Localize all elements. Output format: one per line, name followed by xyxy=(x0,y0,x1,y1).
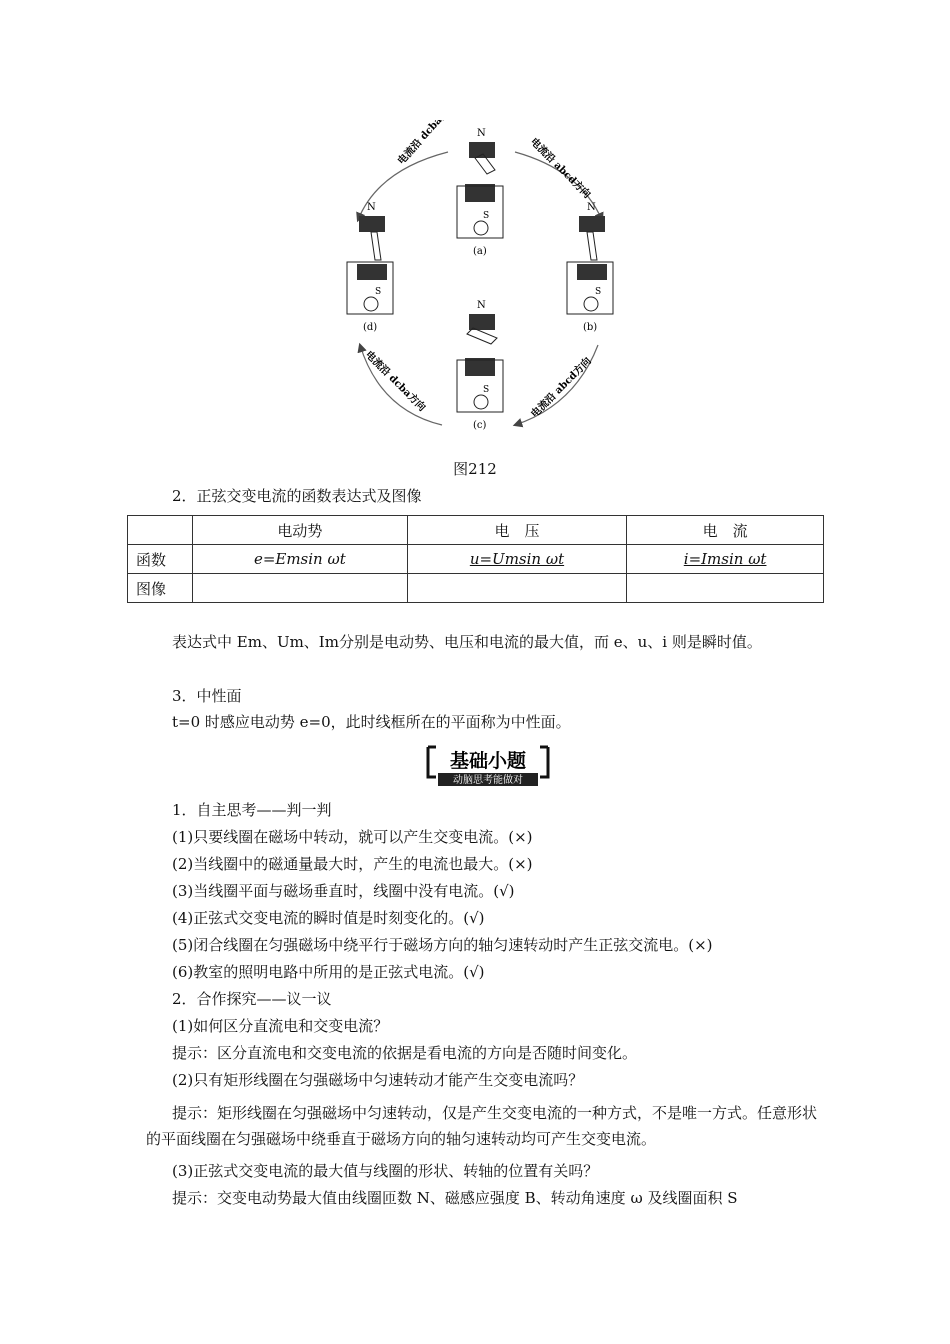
arrow-text-bottom-left: 电流沿 dcba方向 xyxy=(362,349,428,414)
line-1: 1．自主思考——判一判 xyxy=(172,801,332,819)
table-header-voltage: 电 压 xyxy=(407,516,627,545)
hint-paragraph-1: 提示：矩形线圈在匀强磁场中匀速转动，仅是产生交变电流的一种方式，不是唯一方式。任意形状的平面线圈在匀强磁场中绕垂直于磁场方向的轴匀速转动均可产生交变电流。 xyxy=(146,1104,818,1148)
svg-text:N: N xyxy=(587,202,596,213)
generator-diagram xyxy=(330,120,630,455)
generator-a xyxy=(457,128,503,257)
label-b: (b) xyxy=(583,322,598,333)
section3-title: 3．中性面 xyxy=(172,687,242,705)
pole-s-label: S xyxy=(483,211,490,221)
line-11: (2)只有矩形线圈在匀强磁场中匀速转动才能产生交变电流吗？ xyxy=(172,1071,584,1089)
line-10: 提示：区分直流电和交变电流的依据是看电流的方向是否随时间变化。 xyxy=(172,1044,638,1062)
label-a: (a) xyxy=(473,246,487,257)
generator-diagram-svg xyxy=(330,120,630,455)
table-header-current: 电 流 xyxy=(627,516,824,545)
graph-cell-voltage xyxy=(407,574,627,603)
formula-table xyxy=(127,515,824,603)
basics-banner xyxy=(424,745,552,787)
table-row-function xyxy=(128,545,824,574)
arrow-text-bottom-right: 电流沿 abcd方向 xyxy=(529,355,594,421)
generator-d xyxy=(347,202,393,333)
svg-text:N: N xyxy=(477,300,486,311)
figure-caption: 图212 xyxy=(453,460,497,478)
banner-title: 基础小题 xyxy=(449,750,527,772)
graph-cell-emf xyxy=(193,574,408,603)
table-header-row xyxy=(128,516,824,545)
hint-paragraph-2: 提示：交变电动势最大值由线圈匝数 N、磁感应强度 B、转动角速度 ω 及线圈面积 S xyxy=(172,1189,738,1207)
generator-c xyxy=(457,300,503,431)
section2-title: 2．正弦交变电流的函数表达式及图像 xyxy=(172,487,422,505)
voltage-expression: u=Umsin ωt xyxy=(407,545,627,574)
arrow-text-top-left: 电流沿 dcba方向 xyxy=(396,120,458,168)
line-6: (5)闭合线圈在匀强磁场中绕平行于磁场方向的轴匀速转动时产生正弦交流电。(×) xyxy=(172,936,713,954)
pole-n-label: N xyxy=(477,128,486,139)
line-2: (1)只要线圈在磁场中转动，就可以产生交变电流。(×) xyxy=(172,828,533,846)
arrow-text-top-right: 电流沿 abcd方向 xyxy=(527,136,593,201)
label-c: (c) xyxy=(473,420,487,431)
emf-expression: e=Emsin ωt xyxy=(193,545,408,574)
svg-text:N: N xyxy=(367,202,376,213)
generator-b xyxy=(567,202,613,333)
row-label-function: 函数 xyxy=(128,545,193,574)
label-d: (d) xyxy=(363,322,378,333)
row-label-graph: 图像 xyxy=(128,574,193,603)
table-header-empty xyxy=(128,516,193,545)
svg-text:S: S xyxy=(375,287,382,297)
line-3: (2)当线圈中的磁通量最大时，产生的电流也最大。(×) xyxy=(172,855,533,873)
current-expression: i=Imsin ωt xyxy=(627,545,824,574)
svg-text:S: S xyxy=(595,287,602,297)
line-5: (4)正弦式交变电流的瞬时值是时刻变化的。(√) xyxy=(172,909,485,927)
line-9: (1)如何区分直流电和交变电流？ xyxy=(172,1017,389,1035)
line-7: (6)教室的照明电路中所用的是正弦式电流。(√) xyxy=(172,963,485,981)
expression-note: 表达式中 Em、Um、Im分别是电动势、电压和电流的最大值，而 e、u、i 则是瞬时值。 xyxy=(172,633,762,651)
table-header-emf: 电动势 xyxy=(193,516,408,545)
banner-subtitle: 动脑思考能做对 xyxy=(453,775,523,786)
table-row-graph xyxy=(128,574,824,603)
section3-text: t=0 时感应电动势 e=0，此时线框所在的平面称为中性面。 xyxy=(172,713,571,731)
question-3: (3)正弦式交变电流的最大值与线圈的形状、转轴的位置有关吗？ xyxy=(172,1162,599,1180)
svg-text:S: S xyxy=(483,385,490,395)
line-8: 2．合作探究——议一议 xyxy=(172,990,332,1008)
line-4: (3)当线圈平面与磁场垂直时，线圈中没有电流。(√) xyxy=(172,882,515,900)
graph-cell-current xyxy=(627,574,824,603)
